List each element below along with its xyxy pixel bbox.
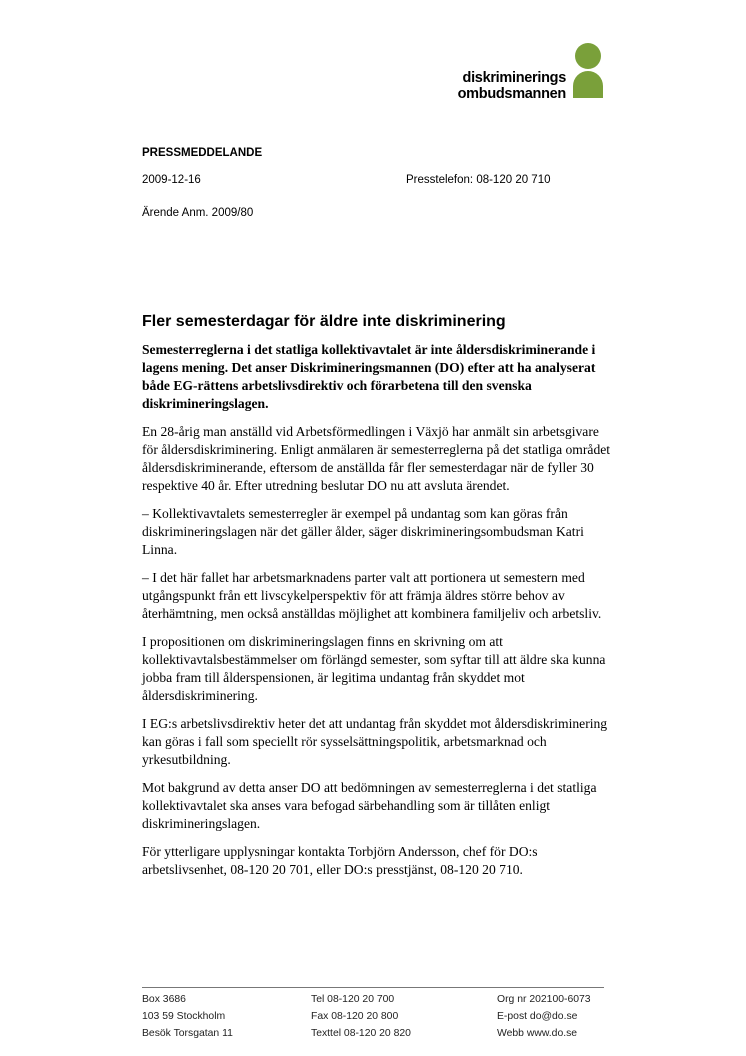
paragraph-4: I propositionen om diskrimineringslagen finns en skrivning om att kollektivavtalsbestämmelser om förlängd semester, som syftar till att äldre ska kunna jobba fram till ålderspensionen, är legitima undantag från skyddet mot åldersdiskriminering. — [142, 634, 606, 703]
logo-wordmark — [458, 70, 566, 102]
footer-email: E-post do@do.se — [497, 1011, 578, 1022]
footer-phone-line: Texttel 08-120 20 820 — [311, 1028, 411, 1039]
case-number: Ärende Anm. 2009/80 — [142, 207, 254, 219]
article-body — [142, 341, 612, 889]
article-lead: Semesterreglerna i det statliga kollektivavtalet är inte åldersdiskriminerande i lagens mening. Det anser Diskrimineringsmannen (DO) efter att ha analyserat både EG-rättens arbetslivsdirektiv och förarbetena till den svenska diskrimineringslagen. — [142, 342, 596, 411]
footer-address-line: Besök Torsgatan 11 — [142, 1028, 233, 1039]
footer-org-number: Org nr 202100-6073 — [497, 994, 591, 1005]
logo-head-shape — [575, 43, 601, 69]
logo-body-shape — [573, 71, 603, 98]
paragraph-5: I EG:s arbetslivsdirektiv heter det att undantag från skyddet mot åldersdiskriminering kan göras i fall som speciellt rör sysselsättningspolitik, arbetsmarknad och yrkesutbildning. — [142, 716, 608, 767]
paragraph-7: För ytterligare upplysningar kontakta Torbjörn Andersson, chef för DO:s arbetslivsenhet, 08-120 20 701, eller DO:s presstjänst, 08-120 20 710. — [142, 844, 538, 877]
footer-phones — [311, 991, 411, 1042]
logo-line-1: diskriminerings — [462, 70, 566, 86]
press-phone: Presstelefon: 08-120 20 710 — [406, 174, 551, 186]
footer-contact — [497, 991, 591, 1042]
footer-divider — [142, 987, 604, 988]
footer-website: Webb www.do.se — [497, 1028, 578, 1039]
logo-person-icon — [571, 42, 607, 98]
footer-address — [142, 991, 233, 1042]
logo-line-2: ombudsmannen — [457, 86, 566, 102]
footer-address-line: 103 59 Stockholm — [142, 1011, 226, 1022]
footer-phone-line: Fax 08-120 20 800 — [311, 1011, 399, 1022]
release-date: 2009-12-16 — [142, 174, 201, 186]
footer-phone-line: Tel 08-120 20 700 — [311, 994, 395, 1005]
press-release-label: PRESSMEDDELANDE — [142, 147, 263, 159]
paragraph-3: – I det här fallet har arbetsmarknadens parter valt att portionera ut semestern med utgångspunkt från ett livscykelperspektiv för att främja äldres större behov av återhämtning, men också anställdas möjlighet att kombinera familjeliv och arbetsliv. — [142, 570, 602, 621]
paragraph-2: – Kollektivavtalets semesterregler är exempel på undantag som kan göras från diskrimineringslagen när det gäller ålder, säger diskrimineringsombudsman Katri Linna. — [142, 506, 584, 557]
page-title: Fler semesterdagar för äldre inte diskriminering — [142, 313, 506, 330]
paragraph-1: En 28-årig man anställd vid Arbetsförmedlingen i Växjö har anmält sin arbetsgivare för åldersdiskriminering. Enligt anmälaren är semesterreglerna på det statliga området åldersdiskriminerande, eftersom de anställda får fler semesterdagar när de fyller 30 respektive 40 år. Efter utredning beslutar DO nu att avsluta ärendet. — [142, 424, 611, 493]
footer-address-line: Box 3686 — [142, 994, 186, 1005]
paragraph-6: Mot bakgrund av detta anser DO att bedömningen av semesterreglerna i det statliga kollektivavtalet ska anses vara befogad särbehandling som är tillåten enligt diskrimineringslagen. — [142, 780, 597, 831]
